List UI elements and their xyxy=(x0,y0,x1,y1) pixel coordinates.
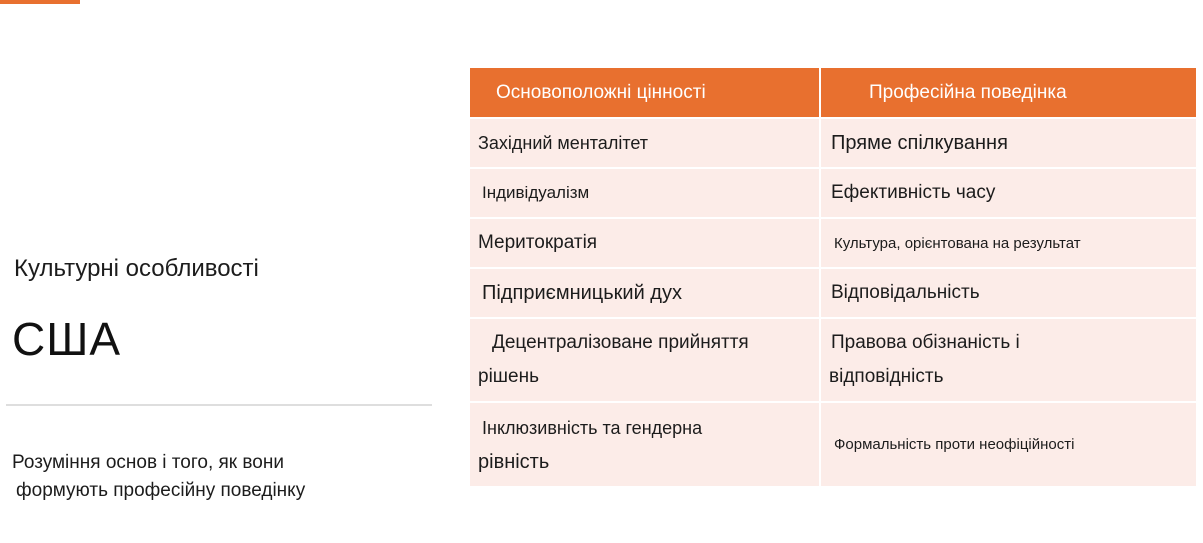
cell-value-line-1: Інклюзивність та гендерна xyxy=(482,417,703,438)
culture-table xyxy=(470,68,1196,486)
table-row xyxy=(470,168,1196,218)
table-header-row xyxy=(470,68,1196,118)
header-professional-behavior: Професійна поведінка xyxy=(820,68,1196,118)
cell-value: Індивідуалізм xyxy=(470,168,820,218)
cell-behavior-line-1: Правова обізнаність і xyxy=(831,332,1020,353)
table-row xyxy=(470,118,1196,168)
slide-description xyxy=(12,449,305,505)
cell-behavior: Відповідальність xyxy=(820,268,1196,318)
culture-table-container xyxy=(470,68,1196,486)
divider-line xyxy=(6,404,432,406)
cell-behavior xyxy=(820,318,1196,402)
cell-behavior: Ефективність часу xyxy=(820,168,1196,218)
description-line-2: формують професійну поведінку xyxy=(16,480,306,501)
table-row xyxy=(470,218,1196,268)
cell-behavior: Культура, орієнтована на результат xyxy=(820,218,1196,268)
table-row xyxy=(470,318,1196,402)
cell-value-line-1: Децентралізоване прийняття xyxy=(492,332,749,353)
cell-value: Меритократія xyxy=(470,218,820,268)
cell-value-line-2: рівність xyxy=(478,450,550,473)
table-row xyxy=(470,402,1196,486)
cell-behavior: Формальність проти неофіційності xyxy=(820,402,1196,486)
table-row xyxy=(470,268,1196,318)
cell-value xyxy=(470,402,820,486)
slide-subtitle: Культурні особливості xyxy=(14,255,259,282)
cell-value: Західний менталітет xyxy=(470,118,820,168)
slide-title: США xyxy=(12,313,122,365)
cell-behavior: Пряме спілкування xyxy=(820,118,1196,168)
description-line-1: Розуміння основ і того, як вони xyxy=(12,452,284,473)
header-core-values: Основоположні цінності xyxy=(470,68,820,118)
left-panel xyxy=(0,0,440,543)
cell-behavior-line-2: відповідність xyxy=(829,366,944,387)
cell-value: Підприємницький дух xyxy=(470,268,820,318)
cell-value xyxy=(470,318,820,402)
cell-value-line-2: рішень xyxy=(478,366,539,387)
